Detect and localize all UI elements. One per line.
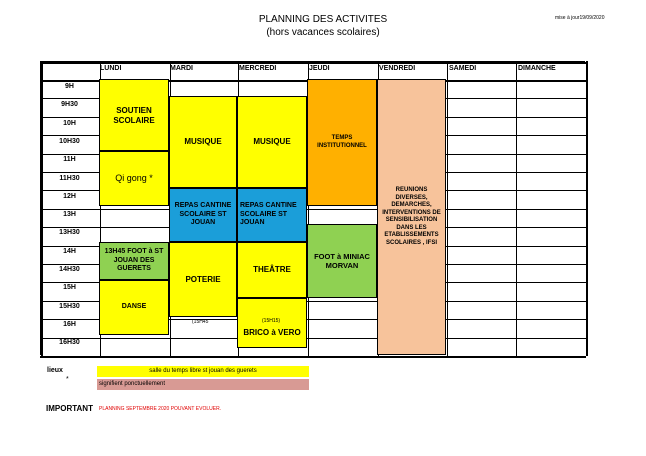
- poterie-time-note: (15H45: [192, 319, 209, 325]
- page-subtitle: (hors vacances scolaires): [266, 27, 380, 38]
- important-text: PLANNING SEPTEMBRE 2020 POUVANT EVOLUER.: [99, 406, 222, 412]
- activity-poterie: POTERIE: [169, 242, 237, 317]
- activity-foot-st-jouan: 13H45 FOOT à ST JOUAN DES GUERETS: [99, 242, 169, 280]
- grid-line-horizontal: [40, 209, 586, 210]
- day-header-jeudi: JEUDI: [309, 65, 330, 72]
- activity-reunions: REUNIONS DIVERSES, DEMARCHES, INTERVENTIONS DE SENSIBILISATION DANS LES ETABLISSEMENTS SCOLAIRES , IFSI: [377, 79, 446, 355]
- update-date: mise à jour19/09/2020: [555, 15, 605, 21]
- day-header-samedi: SAMEDI: [449, 65, 477, 72]
- activity-musique-mardi: MUSIQUE: [169, 96, 237, 188]
- time-label: 16H30: [59, 339, 80, 346]
- activity-theatre: THEÂTRE: [237, 242, 307, 298]
- grid-line-horizontal: [40, 338, 586, 339]
- activity-qi-gong: Qi gong *: [99, 151, 169, 206]
- time-label: 15H: [63, 284, 76, 291]
- time-label: 13H30: [59, 229, 80, 236]
- time-label: 9H30: [61, 101, 78, 108]
- time-label: 13H: [63, 211, 76, 218]
- activity-foot-miniac: FOOT à MINIAC MORVAN: [307, 224, 377, 298]
- time-label: 16H: [63, 321, 76, 328]
- activity-temps-institutionnel: TEMPS INSTITUTIONNEL: [307, 79, 377, 206]
- time-label: 11H: [63, 156, 76, 163]
- time-label: 10H30: [59, 138, 80, 145]
- legend-label: lieux: [47, 367, 63, 374]
- day-header-vendredi: VENDREDI: [379, 65, 416, 72]
- day-header-lundi: LUNDI: [100, 65, 122, 72]
- grid-line-vertical: [586, 61, 588, 356]
- day-header-dimanche: DIMANCHE: [518, 65, 556, 72]
- theatre-time-note: (15H15): [262, 318, 281, 324]
- time-label: 14H: [63, 248, 76, 255]
- grid-line-horizontal: [40, 356, 586, 358]
- activity-repas-cantine-mardi: REPAS CANTINE SCOLAIRE ST JOUAN: [169, 188, 237, 242]
- important-label: IMPORTANT: [46, 404, 93, 413]
- time-label: 12H: [63, 193, 76, 200]
- legend-yellow: salle du temps libre st jouan des guerets: [97, 366, 309, 377]
- activity-musique-mercredi: MUSIQUE: [237, 96, 307, 188]
- time-label: 11H30: [59, 175, 80, 182]
- time-label: 10H: [63, 120, 76, 127]
- activity-repas-cantine-mercredi: REPAS CANTINE SCOLAIRE ST JOUAN: [237, 188, 307, 242]
- time-label: 9H: [65, 83, 74, 90]
- time-label: 14H30: [59, 266, 80, 273]
- activity-brico-vero: BRICO à VERO: [237, 298, 307, 348]
- legend-star: *: [66, 376, 69, 383]
- day-header-mardi: MARDI: [170, 65, 193, 72]
- grid-line-horizontal: [40, 62, 586, 64]
- activity-soutien-scolaire: SOUTIEN SCOLAIRE: [99, 79, 169, 151]
- activity-danse: DANSE: [99, 280, 169, 335]
- legend-rose: signifient ponctuellement: [97, 379, 309, 390]
- page-title: PLANNING DES ACTIVITES: [258, 14, 388, 25]
- day-header-mercredi: MERCREDI: [239, 65, 277, 72]
- time-label: 15H30: [59, 303, 80, 310]
